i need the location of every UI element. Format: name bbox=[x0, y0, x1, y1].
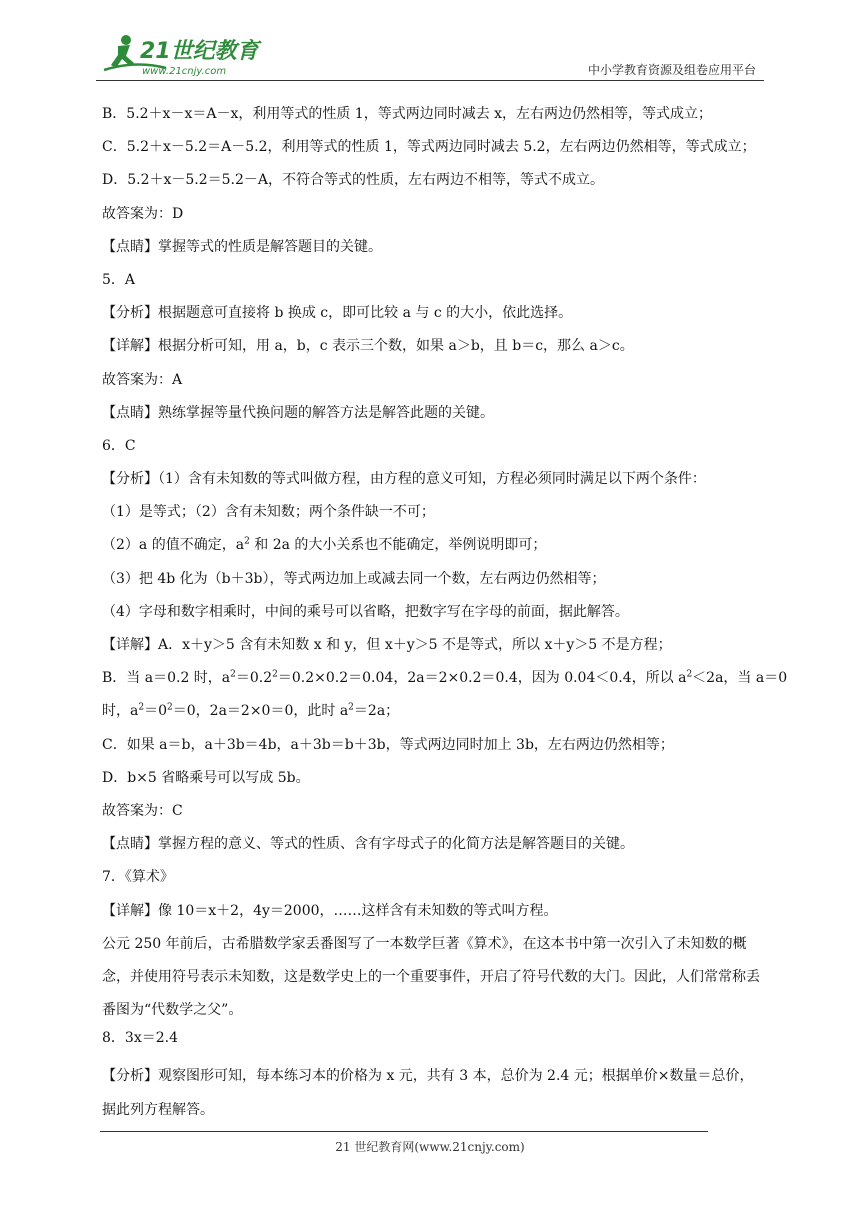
text-fragment: ＝0.2 bbox=[235, 670, 273, 687]
question-number: 8．3x＝2.4 bbox=[102, 1030, 178, 1047]
text-fragment: （2）a 的值不确定，a bbox=[102, 537, 245, 554]
platform-name: 中小学教育资源及组卷应用平台 bbox=[587, 63, 756, 77]
text-line: C．如果 a＝b，a＋3b＝4b，a＋3b＝b＋3b，等式两边同时加上 3b，左右两边仍然相等； bbox=[102, 736, 674, 753]
question-number: 7．《算术》 bbox=[102, 869, 174, 886]
text-line: 故答案为：D bbox=[102, 205, 184, 222]
text-line: （1）是等式；（2）含有未知数；两个条件缺一不可； bbox=[102, 504, 435, 521]
text-line: 【分析】（1）含有未知数的等式叫做方程，由方程的意义可知，方程必须同时满足以下两个条件： bbox=[102, 471, 706, 488]
superscript: 2 bbox=[167, 702, 173, 713]
text-line: D．b×5 省略乘号可以写成 5b。 bbox=[102, 769, 310, 786]
superscript: 2 bbox=[244, 536, 250, 547]
text-line: C．5.2＋x－5.2＝A－5.2，利用等式的性质 1，等式两边同时减去 5.2，左右两边仍然相等，等式成立； bbox=[102, 139, 756, 156]
question-number: 6．C bbox=[102, 437, 136, 454]
page-footer: 21 世纪教育网(www.21cnjy.com) bbox=[335, 1140, 525, 1154]
text-paragraph: 【分析】观察图形可知，每本练习本的价格为 x 元，共有 3 本，总价为 2.4 元；根据单价×数量＝总价，据此列方程解答。 bbox=[102, 1068, 754, 1118]
text-line: 【点睛】掌握等式的性质是解答题目的关键。 bbox=[102, 238, 382, 255]
text-paragraph: 公元 250 年前后，古希腊数学家丢番图写了一本数学巨著《算术》，在这本书中第一次引入了未知数的概念，并使用符号表示未知数，这是数学史上的一个重要事件，开启了符号代数的大门。因此，人们常常称丢番图为“代数学之父”。 bbox=[102, 935, 760, 1019]
text-line: （3）把 4b 化为（b＋3b），等式两边加上或减去同一个数，左右两边仍然相等； bbox=[102, 570, 606, 587]
text-line: 【详解】像 10＝x＋2，4y＝2000，……这样含有未知数的等式叫方程。 bbox=[102, 902, 558, 919]
superscript: 2 bbox=[272, 669, 278, 680]
text-fragment: B．当 a＝0.2 时，a bbox=[102, 670, 231, 687]
text-line: 故答案为：A bbox=[102, 371, 183, 388]
logo-text: 21世纪教育 bbox=[140, 39, 259, 64]
text-line: （4）字母和数字相乘时，中间的乘号可以省略，把数字写在字母的前面，据此解答。 bbox=[102, 603, 629, 620]
text-line bbox=[102, 667, 788, 700]
text-line: 【分析】根据题意可直接将 b 换成 c，即可比较 a 与 c 的大小，依此选择。 bbox=[102, 305, 573, 322]
site-logo bbox=[96, 30, 276, 80]
text-fragment: ＝0.2×0.2＝0.04，2a＝2×0.2＝0.4，因为 0.04＜0.4，所以 a bbox=[277, 670, 687, 687]
text-line bbox=[102, 700, 762, 733]
text-fragment: ＝0 bbox=[144, 703, 168, 720]
text-fragment: ＝2a； bbox=[353, 703, 400, 720]
text-line: 【详解】根据分析可知，用 a，b，c 表示三个数，如果 a＞b，且 b＝c，那么 a＞c。 bbox=[102, 338, 634, 355]
superscript: 2 bbox=[686, 669, 693, 680]
text-line: 【点睛】掌握方程的意义、等式的性质、含有字母式子的化简方法是解答题目的关键。 bbox=[102, 836, 634, 853]
page-header bbox=[96, 30, 764, 80]
text-fragment: ＜2a，当 a＝0 bbox=[692, 670, 788, 687]
header-divider bbox=[96, 80, 764, 81]
logo-url: www.21cnjy.com bbox=[142, 66, 227, 77]
text-line: D．5.2＋x－5.2＝5.2－A，不符合等式的性质，左右两边不相等，等式不成立。 bbox=[102, 172, 605, 189]
text-fragment: ＝0，2a＝2×0＝0，此时 a bbox=[172, 703, 349, 720]
text-line: B．5.2＋x－x＝A－x，利用等式的性质 1，等式两边同时减去 x，左右两边仍然相等，等式成立； bbox=[102, 106, 713, 122]
text-line bbox=[102, 534, 762, 567]
text-line: 【点睛】熟练掌握等量代换问题的解答方法是解答此题的关键。 bbox=[102, 404, 494, 421]
answer-content bbox=[102, 103, 788, 1127]
superscript: 2 bbox=[230, 669, 236, 680]
text-fragment: 和 2a 的大小关系也不能确定，举例说明即可； bbox=[249, 537, 547, 554]
text-fragment: 时，a bbox=[102, 703, 139, 720]
text-line: 故答案为：C bbox=[102, 802, 183, 819]
question-number: 5．A bbox=[102, 271, 136, 288]
text-line: 【详解】A．x＋y＞5 含有未知数 x 和 y，但 x＋y＞5 不是等式，所以 x＋y＞5 不是方程； bbox=[102, 637, 672, 653]
footer-divider bbox=[100, 1131, 708, 1132]
superscript: 2 bbox=[138, 702, 145, 713]
superscript: 2 bbox=[348, 702, 354, 713]
